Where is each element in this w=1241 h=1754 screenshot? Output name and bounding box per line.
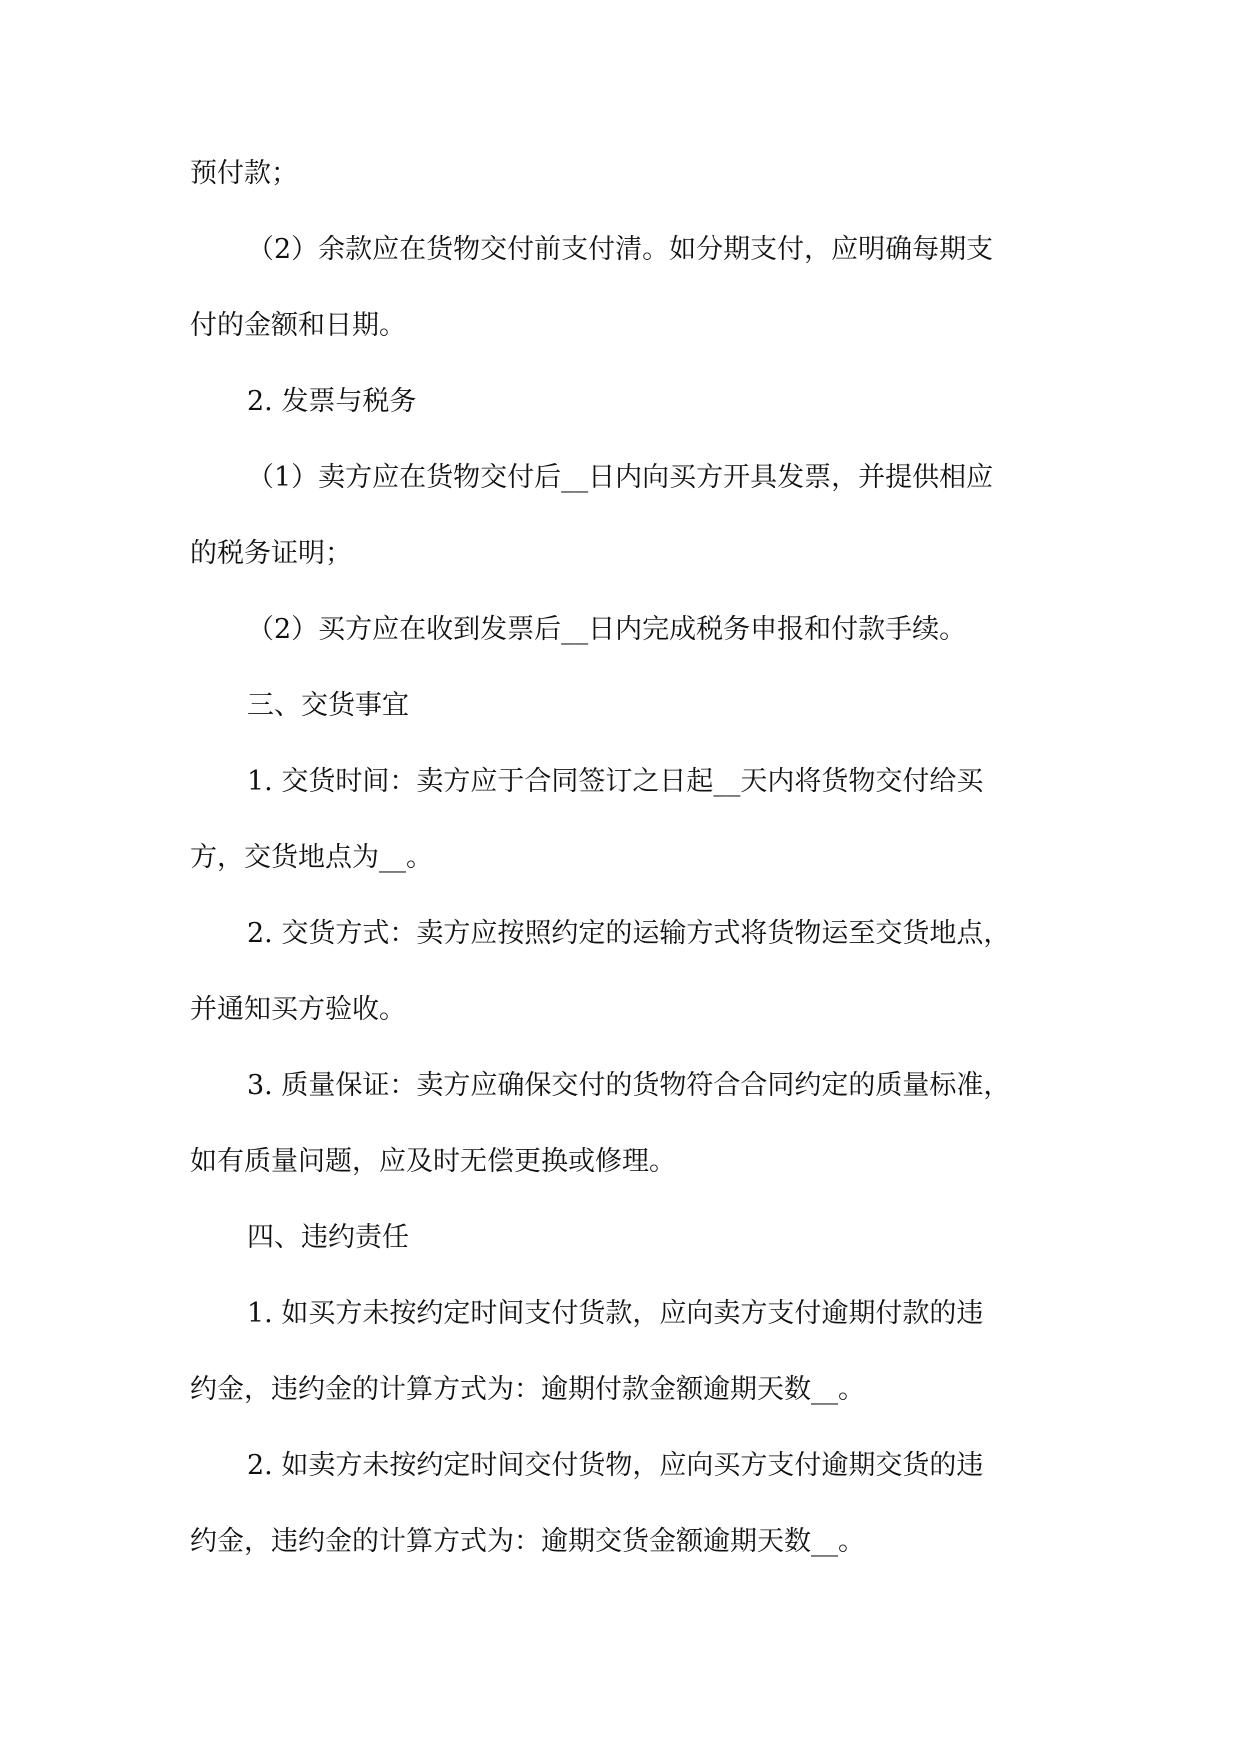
section-heading: 三、交货事宜 xyxy=(247,690,409,721)
text-line: （1）卖方应在货物交付后__日内向买方开具发票，并提供相应 xyxy=(247,462,994,493)
text-line: 3. 质量保证：卖方应确保交付的货物符合合同约定的质量标准， xyxy=(247,1070,1011,1101)
text-line: （2）余款应在货物交付前支付清。如分期支付，应明确每期支 xyxy=(247,234,994,265)
text-line: 预付款； xyxy=(190,158,298,189)
document-body xyxy=(190,136,1060,1580)
text-line: 1. 如买方未按约定时间支付货款，应向卖方支付逾期付款的违 xyxy=(247,1298,984,1329)
text-line: 1. 交货时间：卖方应于合同签订之日起__天内将货物交付给买 xyxy=(247,766,984,797)
text-line: 并通知买方验收。 xyxy=(190,994,406,1025)
text-line: （2）买方应在收到发票后__日内完成税务申报和付款手续。 xyxy=(247,614,967,645)
text-line: 约金，违约金的计算方式为：逾期交货金额逾期天数__。 xyxy=(190,1526,865,1557)
text-line: 方，交货地点为__。 xyxy=(190,842,433,873)
text-line: 付的金额和日期。 xyxy=(190,310,406,341)
section-subheading: 2. 发票与税务 xyxy=(247,386,417,417)
text-line: 2. 交货方式：卖方应按照约定的运输方式将货物运至交货地点， xyxy=(247,918,1011,949)
text-line: 的税务证明； xyxy=(190,538,352,569)
section-heading: 四、违约责任 xyxy=(247,1222,409,1253)
text-line: 如有质量问题，应及时无偿更换或修理。 xyxy=(190,1146,676,1177)
text-line: 约金，违约金的计算方式为：逾期付款金额逾期天数__。 xyxy=(190,1374,865,1405)
text-line: 2. 如卖方未按约定时间交付货物，应向买方支付逾期交货的违 xyxy=(247,1450,984,1481)
